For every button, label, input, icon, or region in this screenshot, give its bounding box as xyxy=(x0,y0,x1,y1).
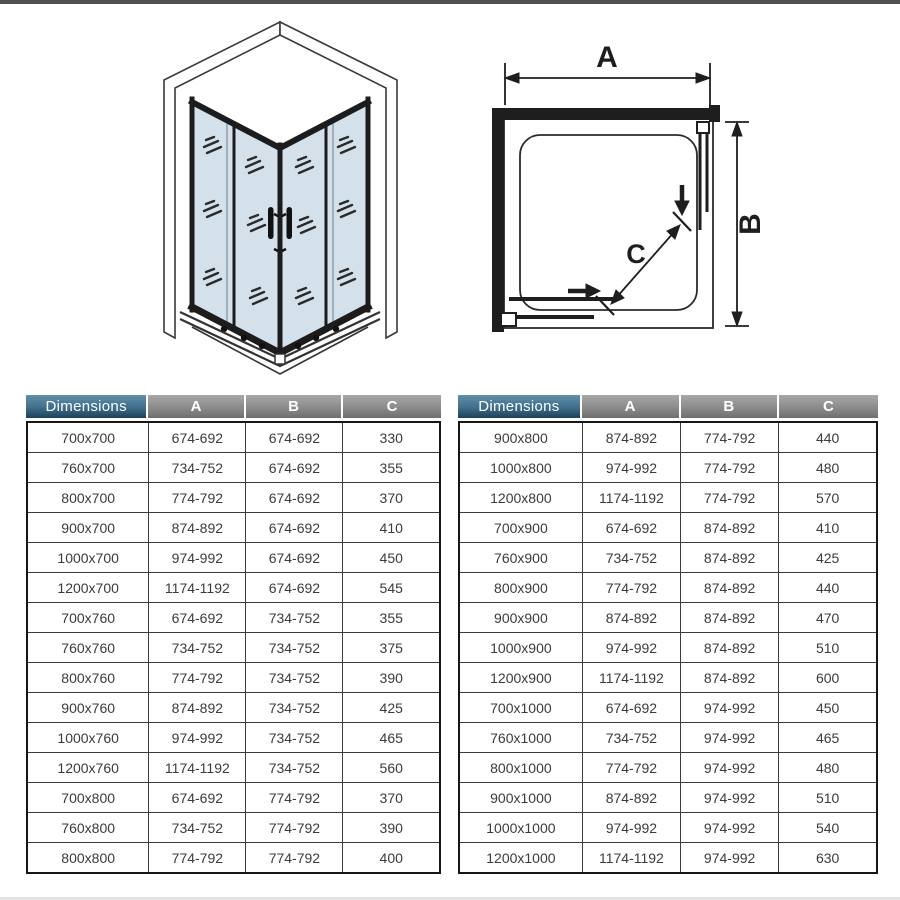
dimension-cell: 1174-1192 xyxy=(582,843,680,874)
dimension-cell: 734-752 xyxy=(246,753,343,783)
shower-plan-diagram xyxy=(470,15,810,370)
dimension-cell: 674-692 xyxy=(149,603,246,633)
dimension-cell: 874-892 xyxy=(681,573,779,603)
table-row xyxy=(27,753,440,783)
table-row xyxy=(459,543,877,573)
dimension-cell: 674-692 xyxy=(149,422,246,453)
table-row xyxy=(459,633,877,663)
table-row xyxy=(459,663,877,693)
dimension-cell: 1174-1192 xyxy=(582,663,680,693)
dimension-cell: 674-692 xyxy=(582,693,680,723)
dimension-cell: 734-752 xyxy=(246,723,343,753)
dimension-cell: 480 xyxy=(779,753,877,783)
dimension-cell: 734-752 xyxy=(246,693,343,723)
table-row xyxy=(27,453,440,483)
dimension-cell: 700x900 xyxy=(459,513,582,543)
dimension-cell: 465 xyxy=(779,723,877,753)
table-row xyxy=(459,453,877,483)
dimension-cell: 410 xyxy=(343,513,440,543)
table-row xyxy=(27,483,440,513)
table-row xyxy=(459,483,877,513)
dimension-cell: 510 xyxy=(779,633,877,663)
table-row xyxy=(459,603,877,633)
header-dimensions: Dimensions xyxy=(458,395,582,418)
dimension-cell: 900x900 xyxy=(459,603,582,633)
dimension-cell: 734-752 xyxy=(149,813,246,843)
table-row xyxy=(27,813,440,843)
dimension-cell: 734-752 xyxy=(582,723,680,753)
dimension-cell: 355 xyxy=(343,603,440,633)
dimension-cell: 700x800 xyxy=(27,783,149,813)
table-header xyxy=(458,395,878,418)
dimension-cell: 974-992 xyxy=(681,693,779,723)
dimension-cell: 874-892 xyxy=(681,633,779,663)
table-row xyxy=(27,633,440,663)
dimension-cell: 674-692 xyxy=(149,783,246,813)
dimension-cell: 774-792 xyxy=(246,813,343,843)
dimension-cell: 900x700 xyxy=(27,513,149,543)
dimension-cell: 1000x800 xyxy=(459,453,582,483)
dimension-cell: 600 xyxy=(779,663,877,693)
dimension-cell: 1200x1000 xyxy=(459,843,582,874)
door-bottom-left xyxy=(501,299,615,326)
dimension-cell: 510 xyxy=(779,783,877,813)
table-body xyxy=(458,421,878,874)
dimension-cell: 674-692 xyxy=(246,422,343,453)
dimension-cell: 774-792 xyxy=(149,663,246,693)
table-row xyxy=(459,422,877,453)
dimension-cell: 734-752 xyxy=(582,543,680,573)
dimension-cell: 974-992 xyxy=(681,813,779,843)
table-row xyxy=(459,693,877,723)
dimension-cell: 974-992 xyxy=(681,783,779,813)
label-c: C xyxy=(626,239,646,269)
dimension-cell: 774-792 xyxy=(681,483,779,513)
dimension-cell: 734-752 xyxy=(149,453,246,483)
dimension-cell: 700x700 xyxy=(27,422,149,453)
dimension-cell: 774-792 xyxy=(149,843,246,874)
dimension-cell: 734-752 xyxy=(246,663,343,693)
dimension-cell: 900x760 xyxy=(27,693,149,723)
dimension-cell: 974-992 xyxy=(582,453,680,483)
dimension-cell: 774-792 xyxy=(246,783,343,813)
dimension-cell: 874-892 xyxy=(681,663,779,693)
dimension-cell: 470 xyxy=(779,603,877,633)
table-row xyxy=(459,513,877,543)
table-row xyxy=(27,513,440,543)
dimension-cell: 1174-1192 xyxy=(582,483,680,513)
dimension-cell: 674-692 xyxy=(246,543,343,573)
dimension-cell: 800x900 xyxy=(459,573,582,603)
dimension-cell: 774-792 xyxy=(149,483,246,513)
table-row xyxy=(27,783,440,813)
tray-outline xyxy=(504,119,713,328)
dimension-cell: 1200x700 xyxy=(27,573,149,603)
header-b: B xyxy=(246,395,344,418)
dimension-cell: 774-792 xyxy=(582,753,680,783)
dimension-cell: 874-892 xyxy=(149,693,246,723)
table-header xyxy=(26,395,441,418)
dimension-cell: 900x1000 xyxy=(459,783,582,813)
dimension-cell: 1174-1192 xyxy=(149,753,246,783)
table-row xyxy=(459,783,877,813)
dimension-cell: 874-892 xyxy=(582,422,680,453)
dimension-cell: 760x760 xyxy=(27,633,149,663)
dimension-cell: 700x760 xyxy=(27,603,149,633)
dimension-cell: 425 xyxy=(343,693,440,723)
dimension-cell: 540 xyxy=(779,813,877,843)
label-b: B xyxy=(734,213,767,235)
label-a: A xyxy=(596,41,618,74)
header-a: A xyxy=(148,395,246,418)
dimension-cell: 674-692 xyxy=(246,453,343,483)
dimension-cell: 370 xyxy=(343,783,440,813)
table-row xyxy=(27,723,440,753)
dimension-cell: 874-892 xyxy=(681,513,779,543)
table-row xyxy=(27,663,440,693)
dimension-cell: 734-752 xyxy=(149,633,246,663)
table-row xyxy=(459,813,877,843)
dimension-cell: 734-752 xyxy=(246,633,343,663)
dimension-cell: 760x900 xyxy=(459,543,582,573)
header-b: B xyxy=(681,395,780,418)
table-body xyxy=(26,421,441,874)
dimension-cell: 390 xyxy=(343,663,440,693)
dimension-cell: 760x1000 xyxy=(459,723,582,753)
dimension-cell: 545 xyxy=(343,573,440,603)
dimension-cell: 370 xyxy=(343,483,440,513)
dimension-cell: 734-752 xyxy=(246,603,343,633)
dimension-cell: 800x800 xyxy=(27,843,149,874)
arrow-down-icon xyxy=(675,185,689,215)
dimension-cell: 1200x800 xyxy=(459,483,582,513)
dimension-cell: 774-792 xyxy=(246,843,343,874)
dimension-cell: 774-792 xyxy=(681,453,779,483)
dimension-cell: 800x1000 xyxy=(459,753,582,783)
table-row xyxy=(459,753,877,783)
dimension-cell: 330 xyxy=(343,422,440,453)
dimension-cell: 874-892 xyxy=(582,783,680,813)
dimension-cell: 760x700 xyxy=(27,453,149,483)
dimension-cell: 440 xyxy=(779,573,877,603)
dimension-cell: 1200x760 xyxy=(27,753,149,783)
dimension-cell: 465 xyxy=(343,723,440,753)
table-row xyxy=(459,843,877,874)
tray-inner-outline xyxy=(520,135,697,310)
header-dimensions: Dimensions xyxy=(26,395,148,418)
arrow-right-icon xyxy=(568,284,600,298)
dimension-cell: 390 xyxy=(343,813,440,843)
dimension-cell: 1000x1000 xyxy=(459,813,582,843)
table-row xyxy=(27,422,440,453)
dimension-cell: 450 xyxy=(779,693,877,723)
dimension-cell: 800x700 xyxy=(27,483,149,513)
dimension-cell: 774-792 xyxy=(681,422,779,453)
dimension-cell: 874-892 xyxy=(681,603,779,633)
table-row xyxy=(459,723,877,753)
dimension-cell: 874-892 xyxy=(681,543,779,573)
table-row xyxy=(459,573,877,603)
dimension-cell: 974-992 xyxy=(149,543,246,573)
dimension-cell: 560 xyxy=(343,753,440,783)
dimension-cell: 1174-1192 xyxy=(149,573,246,603)
dimension-cell: 674-692 xyxy=(246,483,343,513)
dimension-cell: 900x800 xyxy=(459,422,582,453)
dimensions-table-right xyxy=(458,395,878,874)
dimension-cell: 674-692 xyxy=(246,573,343,603)
table-row xyxy=(27,573,440,603)
table-row xyxy=(27,693,440,723)
dimension-cell: 355 xyxy=(343,453,440,483)
dimension-cell: 570 xyxy=(779,483,877,513)
dimension-cell: 400 xyxy=(343,843,440,874)
dimension-cell: 1000x900 xyxy=(459,633,582,663)
dimension-cell: 800x760 xyxy=(27,663,149,693)
dimension-cell: 450 xyxy=(343,543,440,573)
dimension-cell: 440 xyxy=(779,422,877,453)
header-c: C xyxy=(343,395,441,418)
table-row xyxy=(27,843,440,874)
dimension-cell: 1000x700 xyxy=(27,543,149,573)
dimension-cell: 674-692 xyxy=(582,513,680,543)
table-row xyxy=(27,603,440,633)
dimension-cell: 410 xyxy=(779,513,877,543)
dimension-cell: 774-792 xyxy=(582,573,680,603)
dimension-cell: 974-992 xyxy=(149,723,246,753)
dimension-cell: 874-892 xyxy=(582,603,680,633)
dimension-cell: 480 xyxy=(779,453,877,483)
dimension-cell: 375 xyxy=(343,633,440,663)
door-top-right xyxy=(697,122,709,230)
dimension-cell: 760x800 xyxy=(27,813,149,843)
dimensions-table-left xyxy=(26,395,441,874)
dimension-cell: 674-692 xyxy=(246,513,343,543)
dimension-cell: 874-892 xyxy=(149,513,246,543)
dimension-cell: 974-992 xyxy=(681,843,779,874)
header-a: A xyxy=(582,395,681,418)
dimension-cell: 425 xyxy=(779,543,877,573)
dimension-cell: 1200x900 xyxy=(459,663,582,693)
dimension-cell: 1000x760 xyxy=(27,723,149,753)
dimension-cell: 974-992 xyxy=(681,723,779,753)
dimension-cell: 700x1000 xyxy=(459,693,582,723)
dimension-cell: 974-992 xyxy=(681,753,779,783)
dimension-cell: 974-992 xyxy=(582,633,680,663)
dimension-cell: 630 xyxy=(779,843,877,874)
table-row xyxy=(27,543,440,573)
dimension-cell: 974-992 xyxy=(582,813,680,843)
header-c: C xyxy=(779,395,878,418)
shower-enclosure-3d-diagram xyxy=(112,2,432,387)
